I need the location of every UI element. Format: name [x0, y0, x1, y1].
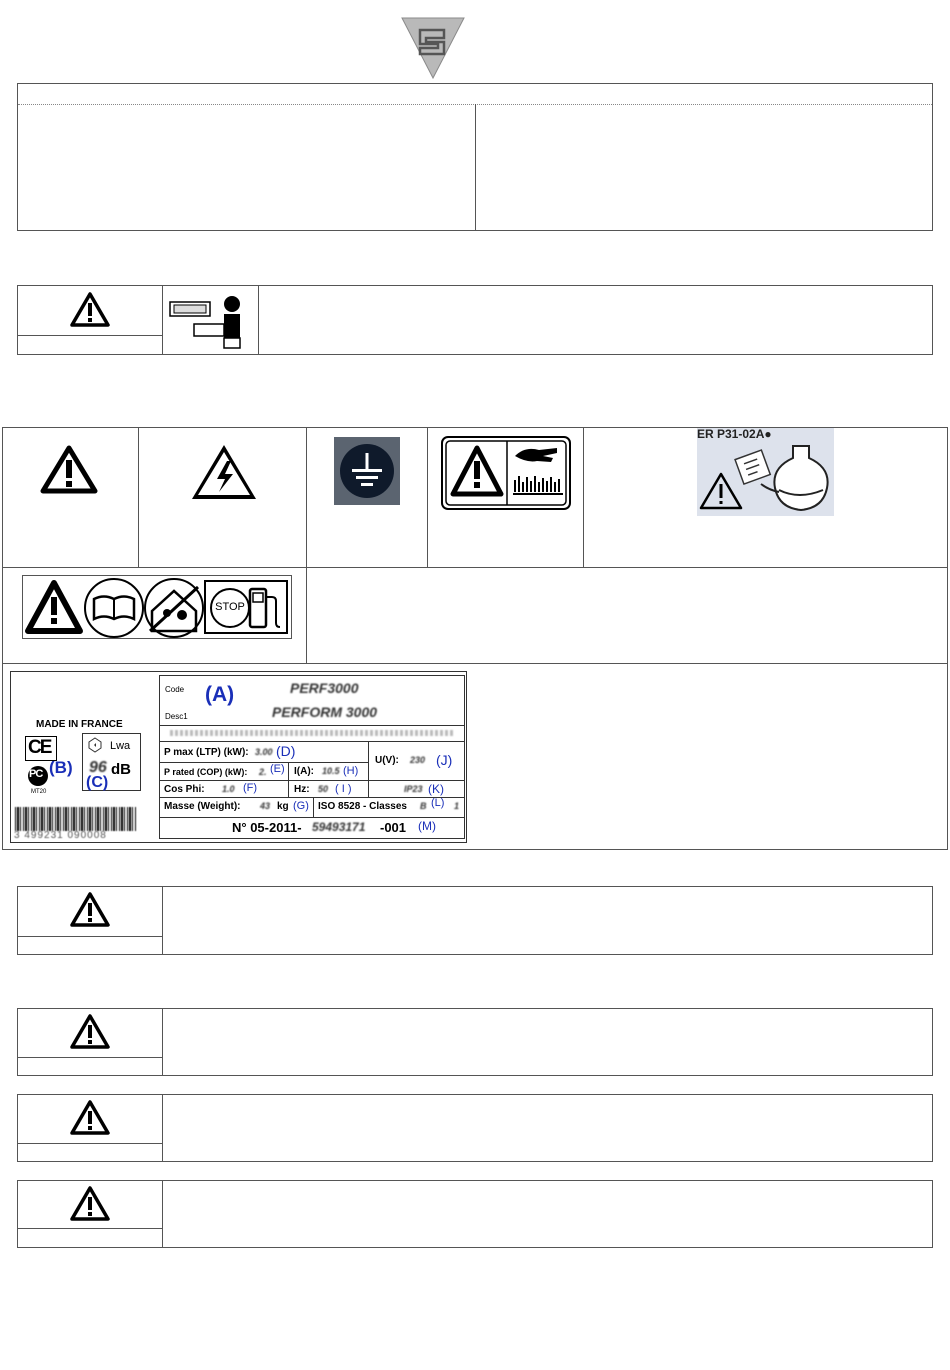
warning-icon [70, 1100, 110, 1136]
hz-label: Hz: [294, 784, 310, 795]
callout-b: (B) [49, 758, 73, 777]
pct-label: PC [29, 768, 43, 780]
barcode [15, 807, 137, 831]
earth-ground-icon [334, 437, 400, 505]
warning-box-3 [17, 1094, 933, 1162]
divider [313, 797, 314, 817]
callout-i: ( I ) [335, 783, 352, 795]
callout-a: (A) [205, 683, 235, 706]
divider [160, 817, 465, 818]
operator-icon [166, 290, 254, 352]
address-line [170, 730, 455, 736]
divider [288, 762, 289, 797]
divider [162, 1094, 163, 1162]
callout-g: (G) [293, 800, 309, 812]
divider [160, 762, 368, 763]
desc-label: Desc1 [165, 712, 188, 721]
divider [160, 741, 465, 742]
callout-l: (L) [431, 797, 445, 809]
hot-surface-icon [441, 436, 571, 510]
serial-prefix: N° 05-2011- [232, 820, 302, 835]
divider [2, 567, 948, 568]
er-code-label: ER P31-02A● [697, 427, 772, 441]
current-value: 10.5 [322, 766, 340, 776]
lwa-unit: dB [111, 761, 131, 778]
warning-box-4 [17, 1180, 933, 1248]
ce-label: CE [28, 737, 51, 758]
prated-label: P rated (COP) (kW): [164, 767, 248, 777]
callout-h: (H) [343, 765, 359, 777]
noise-icon [87, 737, 103, 753]
mass-unit: kg [277, 801, 289, 812]
manual-icon [85, 579, 143, 637]
mass-label: Masse (Weight): [164, 801, 241, 812]
desc-value: PERFORM 3000 [272, 704, 378, 720]
divider [162, 285, 163, 355]
warning-icon [40, 445, 98, 495]
hz-value: 50 [318, 784, 329, 794]
pmax-value: 3.00 [255, 747, 273, 757]
pmax-label: P max (LTP) (kW): [164, 747, 249, 758]
divider [17, 936, 163, 937]
warning-icon [70, 292, 110, 328]
warning-icon [70, 1014, 110, 1050]
divider [17, 335, 163, 336]
divider [258, 285, 259, 355]
prated-value: 2. [259, 767, 267, 777]
electric-hazard-icon [190, 443, 258, 501]
divider [162, 886, 163, 955]
divider [17, 1057, 163, 1058]
voltage-label: U(V): [375, 755, 399, 766]
code-value: PERF3000 [290, 680, 359, 696]
cosphi-label: Cos Phi: [164, 784, 205, 795]
divider [138, 427, 139, 568]
callout-d: (D) [276, 743, 296, 759]
warning-icon [70, 892, 110, 928]
safety-pictogram-strip [22, 575, 292, 639]
lwa-value: 96 [89, 759, 107, 776]
iso-value: B [420, 801, 427, 811]
warning-icon [70, 1186, 110, 1222]
logo-icon [400, 16, 466, 80]
divider [306, 427, 307, 664]
divider [17, 1228, 163, 1229]
toxic-gas-icon [145, 579, 203, 637]
iso-label: ISO 8528 - Classes [318, 801, 407, 812]
divider [160, 725, 465, 726]
oil-level-icon [697, 428, 834, 516]
divider [160, 780, 465, 781]
callout-m: (M) [418, 819, 436, 833]
oil-level-pictogram [697, 428, 834, 516]
voltage-value: 230 [410, 755, 426, 765]
iso-suffix: 1 [454, 801, 460, 811]
code-label: Code [165, 685, 185, 694]
serial-mid: 59493171 [312, 820, 366, 834]
divider [162, 1180, 163, 1248]
mt-code: MT20 [31, 789, 47, 795]
made-in-label: MADE IN FRANCE [36, 719, 123, 730]
stop-label: STOP [215, 601, 245, 613]
brand-logo [400, 16, 466, 80]
warning-box-2 [17, 1008, 933, 1076]
divider [368, 741, 369, 797]
header-table-column-divider [475, 104, 476, 230]
current-label: I(A): [294, 766, 314, 777]
lwa-label: Lwa [110, 740, 131, 752]
divider [17, 1143, 163, 1144]
callout-j: (J) [436, 752, 453, 768]
cosphi-value: 1.0 [222, 784, 235, 794]
divider [427, 427, 428, 568]
callout-c: (C) [86, 774, 109, 791]
callout-f: (F) [243, 782, 258, 794]
operator-warning-box [17, 285, 933, 355]
ip-value: IP23 [404, 784, 423, 794]
mass-value: 43 [260, 801, 271, 811]
callout-e: (E) [270, 763, 285, 775]
barcode-digits: 3 499231 090008 [14, 830, 107, 841]
callout-k: (K) [428, 782, 444, 796]
warning-box-1 [17, 886, 933, 955]
divider [583, 427, 584, 568]
serial-suffix: -001 [380, 820, 407, 835]
divider [2, 663, 948, 664]
divider [162, 1008, 163, 1076]
